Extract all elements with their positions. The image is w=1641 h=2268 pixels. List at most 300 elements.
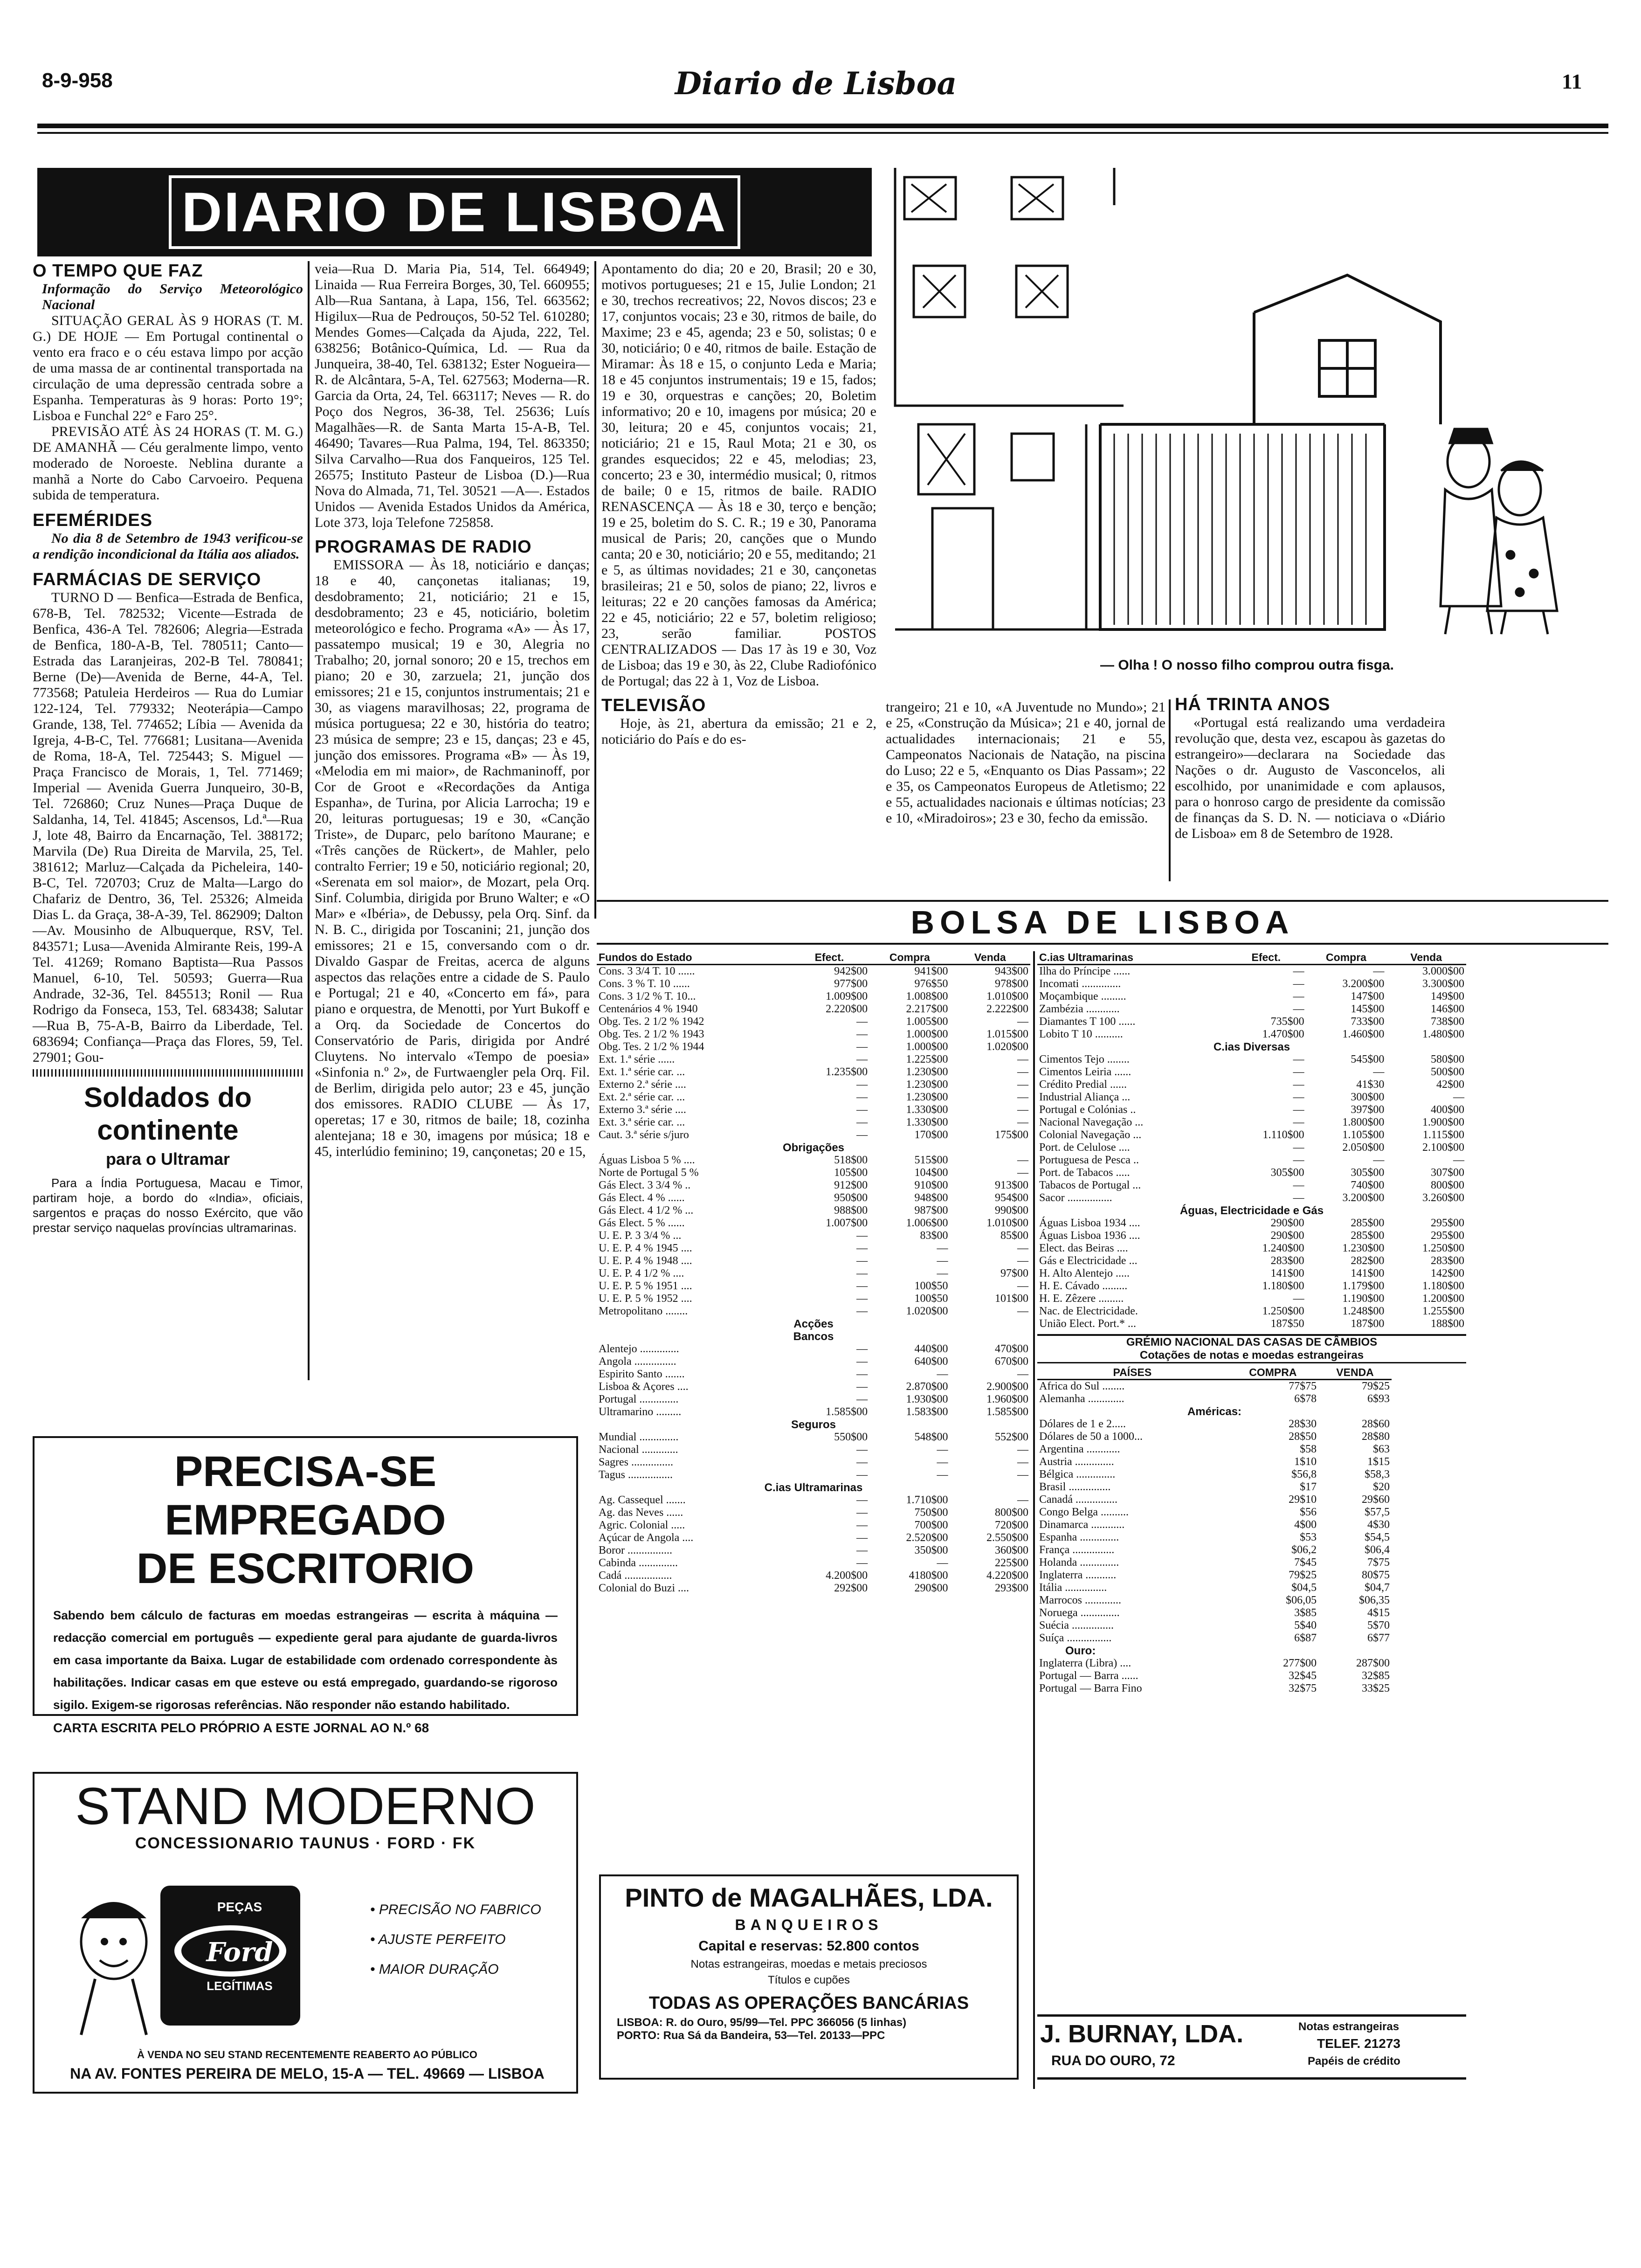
row-label: Centenários 4 % 1940 xyxy=(599,1003,698,1015)
row-label: Ag. Cassequel ....... xyxy=(599,1494,686,1506)
row-value: $04,7 xyxy=(1365,1582,1390,1594)
row-value: 1.200$00 xyxy=(1422,1293,1464,1305)
table-row xyxy=(1037,1267,1466,1280)
row-value: 552$00 xyxy=(995,1431,1028,1443)
row-value: 83$00 xyxy=(920,1230,948,1242)
row-value: 3.260$00 xyxy=(1422,1192,1464,1204)
row-value: $57,5 xyxy=(1365,1506,1390,1518)
row-value: 1.583$00 xyxy=(906,1406,948,1418)
row-value: — xyxy=(856,1494,868,1506)
row-value: 988$00 xyxy=(834,1204,868,1217)
row-value: 187$50 xyxy=(1270,1318,1304,1330)
pharmacies-continued: veia—Rua D. Maria Pia, 514, Tel. 664949; Linaida — Rua Ferreira Borges, 30, Tel. 660955; Alb—Rua Santana, à Lapa, 156, Tel. 663562; Higilux—Rua de Pedrouços, 50-52 Tel. 610280; Mendes Gomes—Calçada da Ajuda, 222, Tel. 638256; Botânico-Química, Ld. — Rua da Junqueira, 38-40, Tel. 638132; Ester Nogueira—R. de Alcântara, 5-A, Tel. 627563; Moderna—R. Garcia da Orta, 24, Tel. 663117; Neves — R. do Poço dos Negros, 36-38, Tel. 25636; Luís Magalhães—R. de Santa Marta 15-A-B, Tel. 46490; Tavares—Rua Palma, 194, Tel. 863350; Silva Carvalho—Rua dos Fanqueiros, 125 Tel. 26575; Instituto Pasteur de Lisboa (D.)—Rua Nova do Almada, 71, Tel. 30521 —A—. Estados Unidos — Avenida Estados Unidos da América, Lote 373, loja Telefone 725858. xyxy=(315,261,590,530)
row-label: Cabinda .............. xyxy=(599,1557,678,1569)
row-value: — xyxy=(856,1293,868,1305)
pinto-capital: Capital e reservas: 52.800 contos xyxy=(698,1938,919,1954)
row-value: 1.250$00 xyxy=(1422,1242,1464,1254)
row-label: Inglaterra ........... xyxy=(1039,1569,1117,1581)
table-row xyxy=(1037,1305,1466,1318)
row-value: 1.015$00 xyxy=(986,1028,1028,1040)
table-row xyxy=(1037,1670,1392,1682)
row-value: 290$00 xyxy=(1270,1217,1304,1229)
row-label: Colonial Navegação ... xyxy=(1039,1129,1142,1141)
row-value: 305$00 xyxy=(1351,1167,1385,1179)
row-value: — xyxy=(1373,965,1385,977)
row-value: 277$00 xyxy=(1283,1657,1317,1669)
col-header: PAÍSES xyxy=(1037,1366,1227,1380)
row-label: Noruega .............. xyxy=(1039,1607,1120,1619)
table-row xyxy=(1037,1028,1466,1041)
row-label: Port. de Tabacos ..... xyxy=(1039,1167,1130,1179)
tv-heading: TELEVISÃO xyxy=(601,696,706,715)
table-row xyxy=(1037,1116,1466,1129)
row-label: U. E. P. 4 1/2 % .... xyxy=(599,1267,684,1279)
row-value: — xyxy=(1293,990,1304,1003)
row-value: 800$00 xyxy=(1431,1179,1464,1191)
row-label: Obg. Tes. 2 1/2 % 1942 xyxy=(599,1016,704,1028)
row-label: Metropolitano ........ xyxy=(599,1305,688,1317)
row-value: 941$00 xyxy=(914,965,948,977)
row-label: Ext. 2.ª série car. ... xyxy=(599,1091,685,1103)
table-row xyxy=(1037,1016,1466,1028)
row-label: Gás e Electricidade ... xyxy=(1039,1255,1138,1267)
table-row xyxy=(1037,1468,1392,1481)
section-banner xyxy=(37,168,872,256)
row-label: Portugal — Barra ...... xyxy=(1039,1670,1138,1682)
row-value: 146$00 xyxy=(1431,1003,1464,1015)
row-value: 1.005$00 xyxy=(906,1016,948,1028)
col-header: VENDA xyxy=(1318,1366,1392,1380)
row-label: Águas Lisboa 1936 .... xyxy=(1039,1230,1140,1242)
row-value: — xyxy=(1453,1091,1464,1103)
radio-programs-continued: Apontamento do dia; 20 e 20, Brasil; 20 e 30, motivos portugueses; 21 e 15, Julie London; 21 e 30, trechos recreativos; 22, Novos discos; 23 e 17, conjuntos vocais; 23 e 30, ritmos de baile, do Maxime; 23 e 45, agenda; 23 e 50, solistas; 0 e 30, noticiário; 0 e 40, ritmos de baile. Estação de Miramar: Às 18 e 15, o conjunto Leda e Maria; 18 e 45 conjuntos instrumentais; 19 e 15, fados; 19 e 30, orquestras e canções; 20, Boletim informativo; 20 e 10, imagens por música; 20 e 30, leitura; 20 e 45, conjuntos vocais; 21, noticiário; 21 e 15, Raul Mota; 21 e 30, os grandes esquecidos; 22 e 45, melodias; 23, concerto; 23 e 30, intermédio musical; 0, ritmos de baile; 0 e 15, ritmos de baile. RADIO RENASCENÇA — Às 18 e 30, terço e benção; 19 e 25, boletim do S. C. R.; 19 e 30, Panorama musical de Paris; 20, canções que o Mundo canta; 20 e 30, noticiário; 20 e 55, meditando; 21 e 5, as últimas novidades; 21 e 30, cançonetas brasileiras; 21 e 50, solos de piano; 22, livros e leituras; 22 e 20 canções famosas da América; 22 e 45, noticiário; 22 e 57, boletim religioso; 23, serão familiar. POSTOS CENTRALIZADOS — Das 17 às 19 e 30, Voz de Lisboa; das 19 e 30, às 22, Clube Radiofónico de Portugal; das 22 à 1, Voz de Lisboa. xyxy=(601,261,876,689)
table-row xyxy=(1037,1104,1466,1116)
table-row xyxy=(1037,1481,1392,1494)
row-value: 7$75 xyxy=(1367,1556,1390,1569)
row-label: Ext. 1.ª série car. ... xyxy=(599,1066,685,1078)
row-value: — xyxy=(1017,1053,1028,1065)
row-value: — xyxy=(1017,1091,1028,1103)
row-value: 1.230$00 xyxy=(906,1091,948,1103)
pinto-lisboa: LISBOA: R. do Ouro, 95/99—Tel. PPC 366056 (5 linhas) xyxy=(617,2016,907,2029)
column-rule xyxy=(308,261,310,1380)
row-label: Nac. de Electricidade. xyxy=(1039,1305,1138,1317)
row-label: Cons. 3 1/2 % T. 10... xyxy=(599,990,696,1003)
header-masthead-title: Diario de Lisboa xyxy=(675,65,957,102)
row-label: Inglaterra (Libra) .... xyxy=(1039,1657,1131,1669)
row-value: 1.585$00 xyxy=(986,1406,1028,1418)
row-value: 943$00 xyxy=(995,965,1028,977)
row-value: 97$00 xyxy=(1000,1267,1028,1279)
header-rule xyxy=(37,124,1608,128)
table-row xyxy=(597,1066,1030,1079)
row-value: 4$30 xyxy=(1367,1519,1390,1531)
row-value: 105$00 xyxy=(834,1167,868,1179)
row-value: — xyxy=(856,1129,868,1141)
row-label: U. E. P. 4 % 1948 .... xyxy=(599,1255,692,1267)
table-row xyxy=(1037,1569,1392,1582)
table-row xyxy=(597,1444,1030,1456)
weather-forecast: PREVISÃO ATÉ ÀS 24 HORAS (T. M. G.) DE AMANHÃ — Céu geralmente limpo, vento moderado de Noroeste. Neblina durante a manhã a Norte do Cabo Carvoeiro. Pequena subida de temperatura. xyxy=(33,424,303,503)
row-value: — xyxy=(856,1091,868,1103)
row-value: — xyxy=(856,1381,868,1393)
table-row xyxy=(597,1368,1030,1381)
table-row xyxy=(597,1557,1030,1570)
row-value: 79$25 xyxy=(1289,1569,1317,1581)
row-value: — xyxy=(1017,1469,1028,1481)
row-value: 1.007$00 xyxy=(826,1217,868,1229)
row-label: H. E. Zêzere ......... xyxy=(1039,1293,1124,1305)
column-4 xyxy=(886,699,1165,826)
row-value: — xyxy=(856,1242,868,1254)
row-label: Cons. 3 3/4 T. 10 ...... xyxy=(599,965,695,977)
row-value: $06,05 xyxy=(1286,1594,1317,1606)
row-value: — xyxy=(1293,1091,1304,1103)
table-row xyxy=(1037,1431,1392,1443)
row-value: 4.220$00 xyxy=(986,1570,1028,1582)
row-value: $53 xyxy=(1300,1531,1317,1543)
row-label: Cadá ................. xyxy=(599,1570,672,1582)
row-value: — xyxy=(1293,1154,1304,1166)
table-row xyxy=(597,1469,1030,1481)
table-row xyxy=(597,1167,1030,1179)
divider xyxy=(33,1069,303,1077)
table-row xyxy=(597,1154,1030,1167)
table-row xyxy=(1037,1129,1466,1141)
efemerides-heading: EFEMÉRIDES xyxy=(33,511,153,530)
bolsa-left-table xyxy=(597,951,1030,1595)
row-value: 350$00 xyxy=(914,1544,948,1556)
row-value: 100$50 xyxy=(914,1280,948,1292)
row-value: 292$00 xyxy=(834,1582,868,1594)
row-value: — xyxy=(937,1456,948,1468)
row-value: — xyxy=(856,1355,868,1368)
row-label: Angola ............... xyxy=(599,1355,676,1368)
stand-title: STAND MODERNO xyxy=(75,1777,536,1835)
row-value: — xyxy=(1017,1104,1028,1116)
row-value: 470$00 xyxy=(995,1343,1028,1355)
row-label: Itália ............... xyxy=(1039,1582,1107,1594)
row-value: 1.800$00 xyxy=(1342,1116,1385,1128)
row-value: 1.000$00 xyxy=(906,1041,948,1053)
cartoon-caption: — Olha ! O nosso filho comprou outra fisga. xyxy=(1100,657,1394,673)
row-value: — xyxy=(856,1305,868,1317)
table-row xyxy=(597,1217,1030,1230)
row-value: 1.008$00 xyxy=(906,990,948,1003)
row-label: Zambézia ............ xyxy=(1039,1003,1120,1015)
row-value: 733$00 xyxy=(1351,1016,1385,1028)
gremio-title: GRÉMIO NACIONAL DAS CASAS DE CÂMBIOS xyxy=(1037,1334,1466,1349)
row-value: 305$00 xyxy=(1270,1167,1304,1179)
table-row xyxy=(597,1204,1030,1217)
header-date: 8-9-958 xyxy=(42,69,113,92)
row-value: 100$50 xyxy=(914,1293,948,1305)
row-value: 145$00 xyxy=(1351,1003,1385,1015)
row-value: 4.200$00 xyxy=(826,1570,868,1582)
subsection-heading: Seguros xyxy=(791,1418,836,1431)
table-row xyxy=(1037,1318,1466,1330)
table-row xyxy=(597,1280,1030,1293)
row-label: Mundial .............. xyxy=(599,1431,679,1443)
col-header: COMPRA xyxy=(1227,1366,1318,1380)
row-label: Boror ................ xyxy=(599,1544,672,1556)
row-label: Caut. 3.ª série s/juro xyxy=(599,1129,689,1141)
row-value: 580$00 xyxy=(1431,1053,1464,1065)
row-value: 33$25 xyxy=(1362,1682,1390,1694)
row-label: Elect. das Beiras .... xyxy=(1039,1242,1128,1254)
row-value: 1.105$00 xyxy=(1342,1129,1385,1141)
row-value: $56 xyxy=(1300,1506,1317,1518)
row-label: Águas Lisboa 5 % .... xyxy=(599,1154,695,1166)
row-value: — xyxy=(937,1242,948,1254)
row-value: — xyxy=(1293,1053,1304,1065)
row-value: — xyxy=(1017,1368,1028,1380)
row-label: Nacional Navegação ... xyxy=(1039,1116,1144,1128)
row-value: 738$00 xyxy=(1431,1016,1464,1028)
row-value: — xyxy=(1017,1016,1028,1028)
burnay-notas: Notas estrangeiras xyxy=(1298,2020,1400,2033)
pinto-line1: Notas estrangeiras, moedas e metais preciosos xyxy=(690,1958,927,1971)
row-value: 28$60 xyxy=(1362,1418,1390,1430)
row-value: 1.010$00 xyxy=(986,990,1028,1003)
table-row xyxy=(597,1305,1030,1318)
table-row xyxy=(597,1507,1030,1519)
row-value: 3.300$00 xyxy=(1422,978,1464,990)
row-value: — xyxy=(1293,1141,1304,1154)
ad-footer: CARTA ESCRITA PELO PRÓPRIO A ESTE JORNAL AO N.º 68 xyxy=(53,1721,429,1735)
burnay-telephone: TELEF. 21273 xyxy=(1317,2036,1400,2051)
table-row xyxy=(597,1116,1030,1129)
row-value: 1.248$00 xyxy=(1342,1305,1385,1317)
table-row xyxy=(1037,1230,1466,1242)
table-row xyxy=(1037,1456,1392,1468)
row-value: 285$00 xyxy=(1351,1217,1385,1229)
row-value: — xyxy=(1017,1456,1028,1468)
row-value: — xyxy=(856,1041,868,1053)
row-value: 2.520$00 xyxy=(906,1532,948,1544)
column-rule xyxy=(1169,699,1171,881)
row-value: 942$00 xyxy=(834,965,868,977)
row-value: — xyxy=(1293,1116,1304,1128)
row-value: — xyxy=(856,1116,868,1128)
table-row xyxy=(1037,1217,1466,1230)
table-row xyxy=(1037,1380,1392,1393)
row-value: — xyxy=(856,1368,868,1380)
subsection-heading: Ouro: xyxy=(1065,1645,1096,1657)
row-label: U. E. P. 5 % 1951 .... xyxy=(599,1280,692,1292)
row-value: 1.180$00 xyxy=(1422,1280,1464,1292)
row-value: — xyxy=(856,1456,868,1468)
table-row xyxy=(597,1179,1030,1192)
row-label: Ultramarino ......... xyxy=(599,1406,682,1418)
row-label: Congo Belga .......... xyxy=(1039,1506,1129,1518)
row-value: — xyxy=(856,1557,868,1569)
row-label: Brasil ............... xyxy=(1039,1481,1111,1493)
table-row xyxy=(597,1091,1030,1104)
row-value: — xyxy=(856,1519,868,1531)
bolsa-right-table xyxy=(1037,951,1466,1695)
table-row xyxy=(597,1016,1030,1028)
row-value: $17 xyxy=(1300,1481,1317,1493)
row-value: — xyxy=(1017,1444,1028,1456)
table-row xyxy=(597,1406,1030,1418)
row-value: — xyxy=(856,1507,868,1519)
table-row xyxy=(597,1582,1030,1595)
row-label: Cimentos Leiria ...... xyxy=(1039,1066,1131,1078)
table-row xyxy=(1037,1167,1466,1179)
row-value: 720$00 xyxy=(995,1519,1028,1531)
row-value: 307$00 xyxy=(1431,1167,1464,1179)
table-row xyxy=(1037,1544,1392,1556)
row-value: 735$00 xyxy=(1270,1016,1304,1028)
row-value: 910$00 xyxy=(914,1179,948,1191)
row-label: Marrocos ............. xyxy=(1039,1594,1121,1606)
row-value: 1.020$00 xyxy=(986,1041,1028,1053)
pinto-subtitle: BANQUEIROS xyxy=(735,1916,883,1933)
table-row xyxy=(1037,1154,1466,1167)
row-value: — xyxy=(937,1267,948,1279)
table-row xyxy=(1037,1053,1466,1066)
row-value: — xyxy=(856,1532,868,1544)
row-value: 295$00 xyxy=(1431,1217,1464,1229)
row-value: 101$00 xyxy=(995,1293,1028,1305)
row-value: 740$00 xyxy=(1351,1179,1385,1191)
row-value: 28$50 xyxy=(1289,1431,1317,1443)
table-row xyxy=(597,1381,1030,1393)
table-row xyxy=(597,1242,1030,1255)
table-row xyxy=(597,1003,1030,1016)
row-value: $54,5 xyxy=(1365,1531,1390,1543)
legitimas-label: LEGÍTIMAS xyxy=(207,1979,273,1993)
table-row xyxy=(1037,1293,1466,1305)
row-value: $63 xyxy=(1373,1443,1390,1455)
row-value: 42$00 xyxy=(1436,1079,1464,1091)
row-value: $06,2 xyxy=(1291,1544,1317,1556)
table-row xyxy=(1037,1066,1466,1079)
row-label: Sacor ................ xyxy=(1039,1192,1112,1204)
row-value: 545$00 xyxy=(1351,1053,1385,1065)
row-label: H. E. Cávado ......... xyxy=(1039,1280,1128,1292)
row-value: — xyxy=(1373,1154,1385,1166)
row-label: Portugal e Colónias .. xyxy=(1039,1104,1136,1116)
row-value: 1.930$00 xyxy=(906,1393,948,1405)
weather-heading: O TEMPO QUE FAZ xyxy=(33,261,203,281)
row-label: França ............... xyxy=(1039,1544,1115,1556)
col-header: Venda xyxy=(950,951,1030,965)
subsection-heading: Obrigações xyxy=(782,1141,845,1154)
row-value: 913$00 xyxy=(995,1179,1028,1191)
col-header: Efect. xyxy=(789,951,869,965)
row-value: — xyxy=(856,1267,868,1279)
row-value: 987$00 xyxy=(914,1204,948,1217)
efemerides-text: No dia 8 de Setembro de 1943 verificou-se a rendição incondicional da Itália aos aliados. xyxy=(33,531,303,562)
table-row xyxy=(1037,1582,1392,1594)
col-header: C.ias Ultramarinas xyxy=(1037,951,1226,965)
row-value: 170$00 xyxy=(914,1129,948,1141)
row-value: — xyxy=(1293,965,1304,977)
col-header: Compra xyxy=(869,951,950,965)
radio-programs-text: EMISSORA — Às 18, noticiário e danças; 18 e 40, cançonetas italianas; 19, desdobramento; 21, noticiário; 21 e 15, desdobramento; 23 e 45, noticiário, boletim meteorológico e fecho. Programa «A» — Às 17, passatempo musical; 19 e 30, Alegria no Trabalho; 20, jornal sonoro; 20 e 15, trechos em piano; 20 e 30, zarzuela; 21, junção dos emissores; 21 e 15, conjuntos instrumentais; 21 e 30, as viagens maravilhosas; 22, programa de música portuguesa; 22 e 30, história do teatro; 23 música de sempre; 23 e 15, danças; 23 e 45, junção dos emissores. Programa «B» — Às 19, «Melodia em mi maior», de Rachmaninoff, por Cor de Groot e «Recordações da Antiga Espanha», de Turina, por Alicia Larrocha; 19 e 20, leituras portuguesas; 19 e 30, «Canção Triste», de Duparc, pelo barítono Maurane; e «Três canções de Rückert», de Mahler, pelo contralto Ferrier; 19 e 50, noticiário regional; 20, «Serenata em sol maior», de Mozart, pela Orq. Sinf. Columbia, dirigida por Bruno Walter; e «O Mar» e «Ibéria», de Debussy, pela Orq. Sinf. da N. B. C., dirigida por Toscanini; 21, junção dos emissores; 21 e 15, conversando com o dr. Divaldo Gaspar de Freitas, acerca de alguns aspectos das relações entre a cidade de S. Paulo e Portugal; 21 e 40, «Concerto em fá», para piano e orquestra, de Menotti, por Yurt Bukoff e a Orq. da Sociedade de Concertos do Conservatório de Paris, dirigida por André Cluytens. No intervalo «Tempo de poesia» «Sinfonia n.º 2», de Furtwaengler pela Orq. Fil. de Berlim, dirigida pelo autor; 23 e 45, junção dos emissores. RADIO CLUBE — Às 17, operetas; 17 e 30, ritmos de baile; 18, cozinha alentejana; 18 e 30, imagens por música; 18 e 45, interlúdio feminino; 19, cançonetas; 20 e 15, xyxy=(315,557,590,1159)
row-value: 295$00 xyxy=(1431,1230,1464,1242)
header-page-number: 11 xyxy=(1562,69,1582,93)
row-label: Portugal — Barra Fino xyxy=(1039,1682,1142,1694)
radio-heading: PROGRAMAS DE RADIO xyxy=(315,537,532,557)
table-row xyxy=(597,978,1030,990)
bullet-item: • PRECISÃO NO FABRICO xyxy=(370,1902,541,1917)
row-value: 2.222$00 xyxy=(986,1003,1028,1015)
row-value: 4$00 xyxy=(1294,1519,1317,1531)
col-header: Compra xyxy=(1306,951,1386,965)
row-value: — xyxy=(856,1280,868,1292)
row-value: — xyxy=(856,1230,868,1242)
row-value: 397$00 xyxy=(1351,1104,1385,1116)
row-value: — xyxy=(1293,1192,1304,1204)
row-value: — xyxy=(1453,1154,1464,1166)
table-row xyxy=(1037,1242,1466,1255)
row-label: Tabacos de Portugal ... xyxy=(1039,1179,1141,1191)
row-value: 5$40 xyxy=(1294,1619,1317,1632)
row-label: Gás Elect. 5 % ...... xyxy=(599,1217,685,1229)
table-row xyxy=(1037,1418,1392,1431)
row-value: — xyxy=(937,1469,948,1481)
row-value: 3.000$00 xyxy=(1422,965,1464,977)
row-value: 550$00 xyxy=(834,1431,868,1443)
row-value: — xyxy=(1017,1242,1028,1254)
row-value: 800$00 xyxy=(995,1507,1028,1519)
col-header: Efect. xyxy=(1226,951,1306,965)
row-value: 1.710$00 xyxy=(906,1494,948,1506)
table-row xyxy=(597,1053,1030,1066)
row-value: 1.009$00 xyxy=(826,990,868,1003)
ad-precisa-se xyxy=(33,1436,578,1735)
row-label: Dólares de 1 e 2..... xyxy=(1039,1418,1126,1430)
row-label: Port. de Celulose .... xyxy=(1039,1141,1130,1154)
ad-pinto-magalhaes xyxy=(599,1874,1019,2080)
row-value: 149$00 xyxy=(1431,990,1464,1003)
table-row xyxy=(1037,1179,1466,1192)
row-value: 1.010$00 xyxy=(986,1217,1028,1229)
row-value: — xyxy=(856,1016,868,1028)
row-label: Crédito Predial ...... xyxy=(1039,1079,1127,1091)
table-row xyxy=(597,1343,1030,1355)
row-value: 1.330$00 xyxy=(906,1116,948,1128)
row-value: $06,35 xyxy=(1359,1594,1390,1606)
col-header: Venda xyxy=(1386,951,1466,965)
row-value: 1.330$00 xyxy=(906,1104,948,1116)
row-label: Industrial Aliança ... xyxy=(1039,1091,1131,1103)
row-label: Agric. Colonial ..... xyxy=(599,1519,685,1531)
pecas-label: PEÇAS xyxy=(217,1900,262,1914)
row-value: — xyxy=(1293,1066,1304,1078)
row-label: Espirito Santo ....... xyxy=(599,1368,685,1380)
bolsa-section xyxy=(597,900,1608,945)
row-value: — xyxy=(1017,1494,1028,1506)
row-label: Espanha .............. xyxy=(1039,1531,1119,1543)
table-row xyxy=(1037,1003,1466,1016)
row-value: — xyxy=(856,1393,868,1405)
table-row xyxy=(597,1293,1030,1305)
row-label: Sagres ............... xyxy=(599,1456,673,1468)
row-value: 500$00 xyxy=(1431,1066,1464,1078)
table-row xyxy=(1037,1255,1466,1267)
row-value: 2.100$00 xyxy=(1422,1141,1464,1154)
row-value: 976$50 xyxy=(914,978,948,990)
header-rule-thin xyxy=(37,132,1608,134)
stand-subtitle: CONCESSIONARIO TAUNUS · FORD · FK xyxy=(135,1834,476,1852)
weather-source: Informação do Serviço Meteorológico Nacional xyxy=(42,281,303,312)
row-value: 282$00 xyxy=(1351,1255,1385,1267)
table-row xyxy=(1037,1079,1466,1091)
